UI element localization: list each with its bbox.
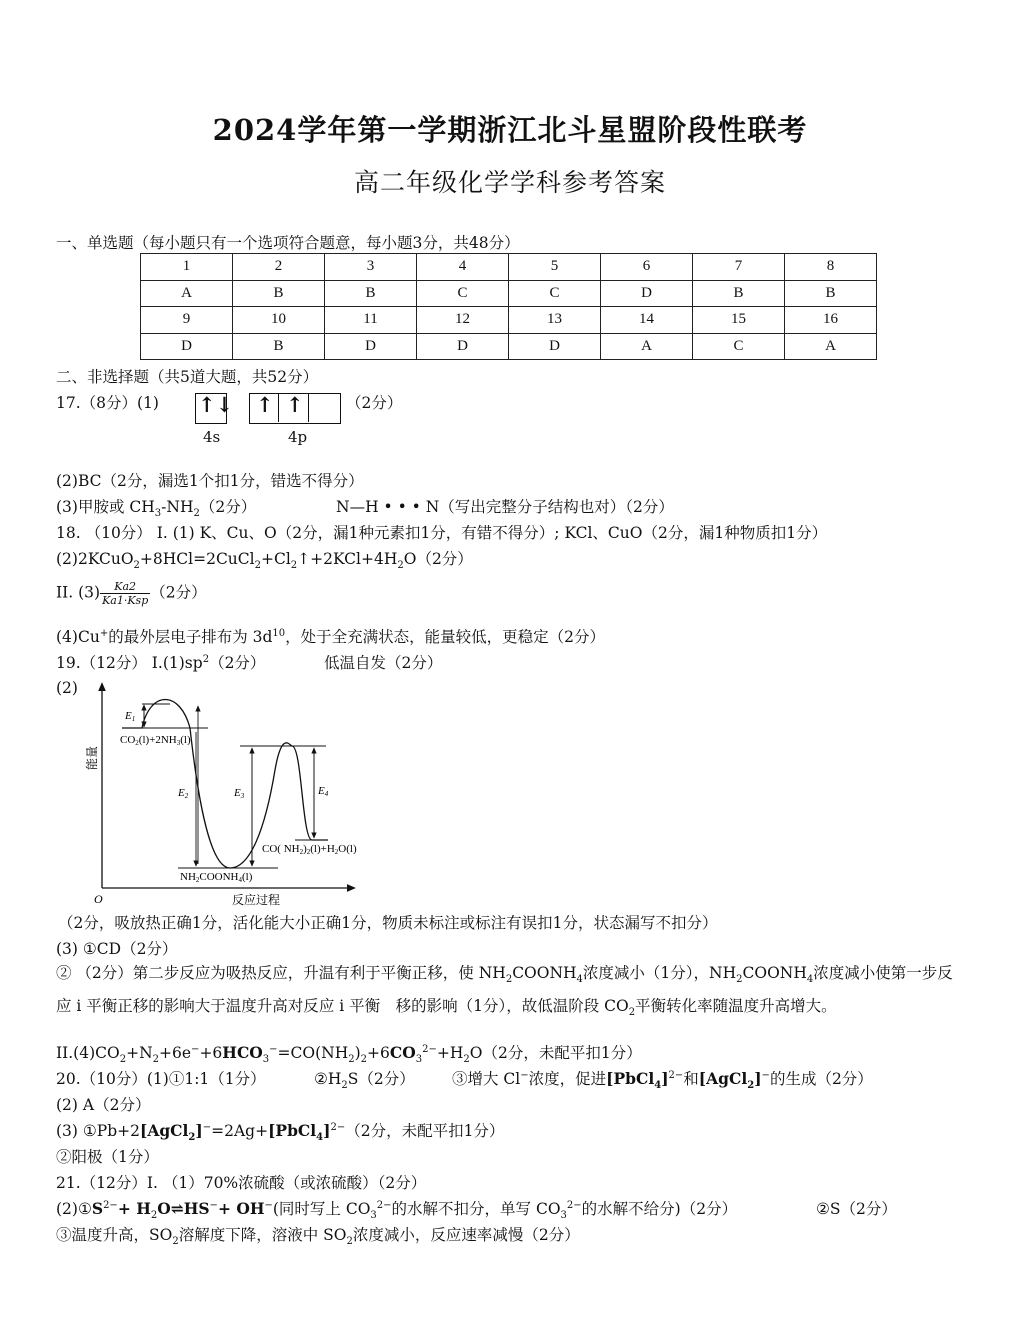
- page-subtitle: 高二年级化学学科参考答案: [353, 168, 666, 197]
- answer-table-cell: 2: [233, 254, 325, 281]
- q19-part2-label: (2): [56, 679, 78, 697]
- answer-table-cell: C: [509, 280, 601, 307]
- answer-table-cell: 8: [785, 254, 877, 281]
- q18-line1: 18. （10分） I. (1) K、Cu、O（2分，漏1种元素扣1分，有错不得分）; KCl、CuO（2分，漏1种物质扣1分）: [56, 524, 828, 542]
- orbital-4p-arrow-2: ↑: [286, 392, 304, 417]
- page-title: 2024学年第一学期浙江北斗星盟阶段性联考: [212, 113, 808, 147]
- intermediate-label: NH2COONH4(l): [180, 871, 253, 884]
- answer-table-cell: 3: [325, 254, 417, 281]
- label-4p: 4p: [288, 428, 308, 446]
- q18-part4: (4)Cu+的最外层电子排布为 $3d^{10}$，处于全充满状态，能量较低，更稳定（2分）: [56, 627, 606, 646]
- q20-part3-2: ②阳极（1分）: [56, 1148, 159, 1166]
- q19-part3-1: (3) ①CD（2分）: [56, 940, 178, 958]
- section-2-heading: 二、非选择题（共5道大题，共52分）: [56, 368, 319, 386]
- answer-table-cell: B: [325, 280, 417, 307]
- e3-label: E3: [234, 787, 245, 800]
- answer-table-cell: B: [693, 280, 785, 307]
- e4-label: E4: [318, 785, 329, 798]
- answer-table-cell: A: [785, 333, 877, 360]
- orbital-4p-arrow-1: ↑: [256, 392, 274, 417]
- answer-table-cell: 12: [417, 307, 509, 334]
- answer-table-row: [141, 254, 877, 281]
- q20-part2: (2) A（2分）: [56, 1096, 151, 1114]
- answer-table-cell: D: [509, 333, 601, 360]
- energy-diagram: [80, 680, 390, 910]
- answer-table-cell: 4: [417, 254, 509, 281]
- answer-table-cell: 7: [693, 254, 785, 281]
- answer-table-cell: 5: [509, 254, 601, 281]
- q20-line1-cl: ③增大 Cl−浓度，促进[PbCl$_4$]$^{2-}$和[AgCl$_2$]−的生成（2分）: [452, 1069, 873, 1092]
- product-label: CO( NH2)2(l)+H2O(l): [262, 843, 357, 856]
- answer-table-cell: 11: [325, 307, 417, 334]
- e1-label: E1: [125, 710, 136, 723]
- k-fraction: $\frac{Ka2}{\text{Ka1·Ksp}}$: [102, 580, 149, 607]
- answer-table-cell: D: [601, 280, 693, 307]
- q19-part4: $II.(4)CO_2+N_2+6e^-+6HCO_3^-=CO(NH_2)_2+6CO_3^{2-}+H_2O(2$分，未配平扣1分）: [56, 1043, 642, 1066]
- q20-line1: 20.（10分）(1)①1:1（1分）: [56, 1070, 266, 1088]
- answer-table-cell: 10: [233, 307, 325, 334]
- e2-label: E2: [178, 787, 189, 800]
- q19-part3-2: ② （2分）第二步反应为吸热反应，升温有利于平衡正移，使 $NH_2COONH_4$浓度减小（1分），$NH_2COONH_4$浓度减小使第一步反应 i 平衡正移的影响大于温度升高对反应 i 平衡 移的影响（1分），故低温阶段 $CO_2$平衡转化率随温度升高增大。: [56, 964, 953, 1019]
- answer-table: [140, 253, 877, 360]
- origin-label: O: [94, 892, 103, 906]
- answer-table-cell: B: [785, 280, 877, 307]
- q19-grading-note: （2分，吸放热正确1分，活化能大小正确1分，物质未标注或标注有误扣1分，状态漏写不扣分）: [58, 914, 718, 932]
- x-axis-label: 反应过程: [232, 893, 281, 907]
- answer-table-row: [141, 333, 877, 360]
- orbital-4s-arrows: ↑↓: [198, 392, 234, 417]
- q17-part2: (2)BC（2分，漏选1个扣1分，错选不得分）: [56, 472, 364, 490]
- q19-line1: 19.（12分） $I.(1)sp^2(2$分）: [56, 653, 266, 672]
- answer-table-cell: B: [233, 333, 325, 360]
- q21-part2-s: ②S（2分）: [816, 1200, 897, 1218]
- answer-table-cell: 1: [141, 254, 233, 281]
- y-axis-label: 能量: [85, 745, 99, 770]
- q17-part3: (3)甲胺或 $CH_3-NH_2(2$分）: [56, 498, 257, 520]
- q20-line1-h2s: $②H_2S(2$分）: [314, 1070, 415, 1092]
- q21-part3: ③温度升高，$SO_2$溶解度下降，溶液中 $SO_2$浓度减小，反应速率减慢（2分）: [56, 1226, 580, 1248]
- reactant-label: CO2(l)+2NH3(l): [120, 734, 191, 747]
- section-1-heading: 一、单选题（每小题只有一个选项符合题意，每小题3分，共48分）: [56, 234, 520, 252]
- q21-line1: 21.（12分）I. （1）70%浓硫酸（或浓硫酸）（2分）: [56, 1174, 427, 1192]
- answer-table-cell: B: [233, 280, 325, 307]
- answer-table-cell: D: [417, 333, 509, 360]
- answer-table-row: [141, 307, 877, 334]
- answer-table-cell: D: [141, 333, 233, 360]
- q21-part2: $(2)①S^{2-}+$ $H_2O\rightleftharpoons HS^-+ OH^-$(同时写上 $CO_3^{2-}$的水解不扣分，单写 $CO_3^{2-}$的水解不给分)（2分）: [56, 1199, 738, 1222]
- q18-part3: II. (3) $\frac{Ka2}{\text{Ka1·Ksp}}$ （2分）: [56, 580, 207, 607]
- answer-table-cell: 6: [601, 254, 693, 281]
- answer-table-cell: 13: [509, 307, 601, 334]
- q17-heading: 17.（8分）(1): [56, 394, 159, 412]
- answer-table-cell: D: [325, 333, 417, 360]
- answer-table-cell: 16: [785, 307, 877, 334]
- answer-table-cell: 14: [601, 307, 693, 334]
- q18-equation: $(2)2KCuO_2+8HCl=2CuCl_2+Cl_2↑+2KCl+4H_2O(2$分）: [56, 550, 473, 572]
- q17-part3-hbond: N—H • • • N（写出完整分子结构也对）（2分）: [336, 498, 674, 516]
- answer-table-cell: 15: [693, 307, 785, 334]
- answer-table-cell: C: [693, 333, 785, 360]
- q19-spontaneous: 低温自发（2分）: [324, 654, 443, 672]
- answer-table-cell: 9: [141, 307, 233, 334]
- q20-part3: (3) ①Pb+2[AgCl$_2$]−=2Ag+[PbCl$_4$]$^{2-}$（2分，未配平扣1分）: [56, 1121, 505, 1144]
- answer-table-cell: A: [601, 333, 693, 360]
- answer-table-cell: A: [141, 280, 233, 307]
- answer-table-cell: C: [417, 280, 509, 307]
- answer-table-row: [141, 280, 877, 307]
- label-4s: 4s: [203, 428, 221, 446]
- q17-score: （2分）: [346, 394, 403, 412]
